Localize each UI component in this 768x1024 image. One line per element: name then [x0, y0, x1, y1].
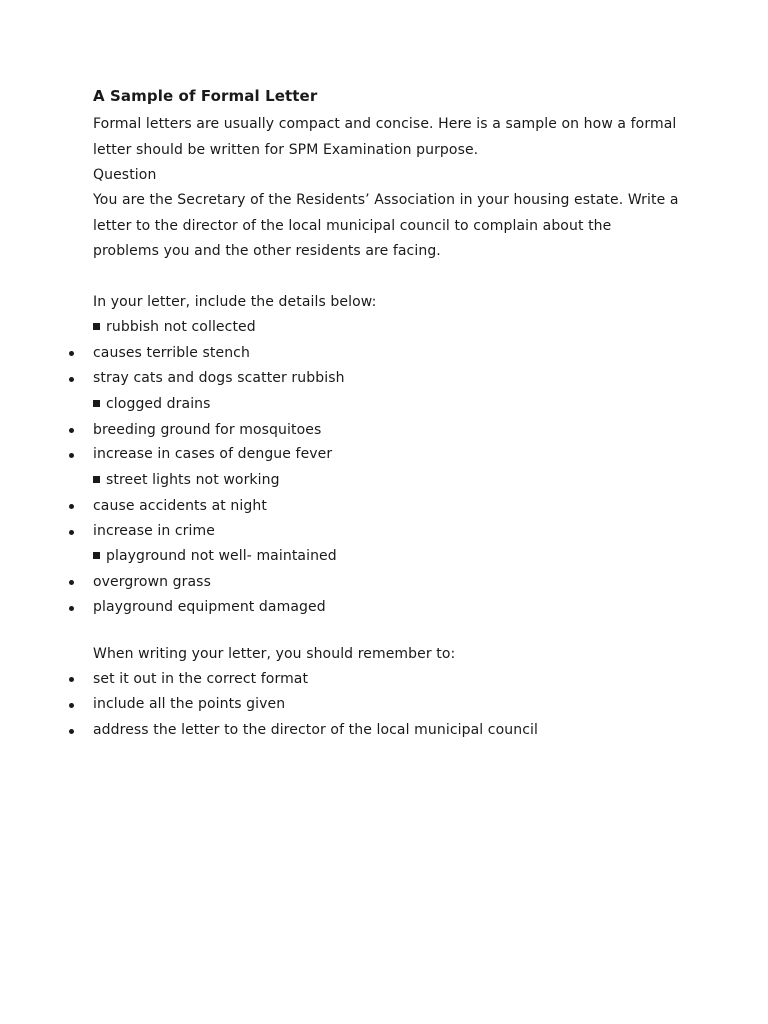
- detail-text: playground not well- maintained: [106, 548, 337, 564]
- bullet-dot-icon: [69, 453, 74, 458]
- detail-text: clogged drains: [106, 396, 211, 412]
- bullet-dot-icon: [69, 703, 74, 708]
- bullet-dot-icon: [69, 606, 74, 611]
- question-text-line: letter to the director of the local municipal council to complain about the: [93, 218, 612, 234]
- question-label: Question: [93, 167, 157, 183]
- detail-text: rubbish not collected: [106, 319, 256, 335]
- bullet-dot-icon: [69, 677, 74, 682]
- detail-text: street lights not working: [106, 472, 280, 488]
- intro-text-line: letter should be written for SPM Examination purpose.: [93, 142, 479, 158]
- question-text-line: You are the Secretary of the Residents’ Association in your housing estate. Write a: [93, 192, 679, 208]
- bullet-dot-icon: [69, 504, 74, 509]
- remember-item: set it out in the correct format: [93, 671, 309, 687]
- detail-heading-item: [93, 470, 280, 490]
- detail-heading-item: [93, 317, 256, 337]
- question-text-line: problems you and the other residents are facing.: [93, 243, 441, 259]
- detail-point-item: breeding ground for mosquitoes: [93, 422, 322, 438]
- detail-point-item: stray cats and dogs scatter rubbish: [93, 370, 345, 386]
- remember-heading: When writing your letter, you should remember to:: [93, 646, 456, 662]
- square-bullet-icon: [93, 400, 100, 407]
- remember-item: address the letter to the director of the local municipal council: [93, 722, 538, 738]
- detail-point-item: overgrown grass: [93, 574, 211, 590]
- detail-point-item: cause accidents at night: [93, 498, 267, 514]
- bullet-dot-icon: [69, 351, 74, 356]
- detail-point-item: causes terrible stench: [93, 345, 250, 361]
- remember-item: include all the points given: [93, 696, 286, 712]
- details-heading: In your letter, include the details below:: [93, 294, 377, 310]
- detail-heading-item: [93, 546, 337, 566]
- square-bullet-icon: [93, 323, 100, 330]
- intro-text-line: Formal letters are usually compact and concise. Here is a sample on how a formal: [93, 116, 677, 132]
- bullet-dot-icon: [69, 580, 74, 585]
- square-bullet-icon: [93, 552, 100, 559]
- detail-point-item: playground equipment damaged: [93, 599, 326, 615]
- bullet-dot-icon: [69, 428, 74, 433]
- bullet-dot-icon: [69, 530, 74, 535]
- detail-point-item: increase in cases of dengue fever: [93, 446, 333, 462]
- detail-heading-item: [93, 394, 211, 414]
- bullet-dot-icon: [69, 377, 74, 382]
- square-bullet-icon: [93, 476, 100, 483]
- detail-point-item: increase in crime: [93, 523, 215, 539]
- bullet-dot-icon: [69, 729, 74, 734]
- document-title: A Sample of Formal Letter: [93, 87, 318, 105]
